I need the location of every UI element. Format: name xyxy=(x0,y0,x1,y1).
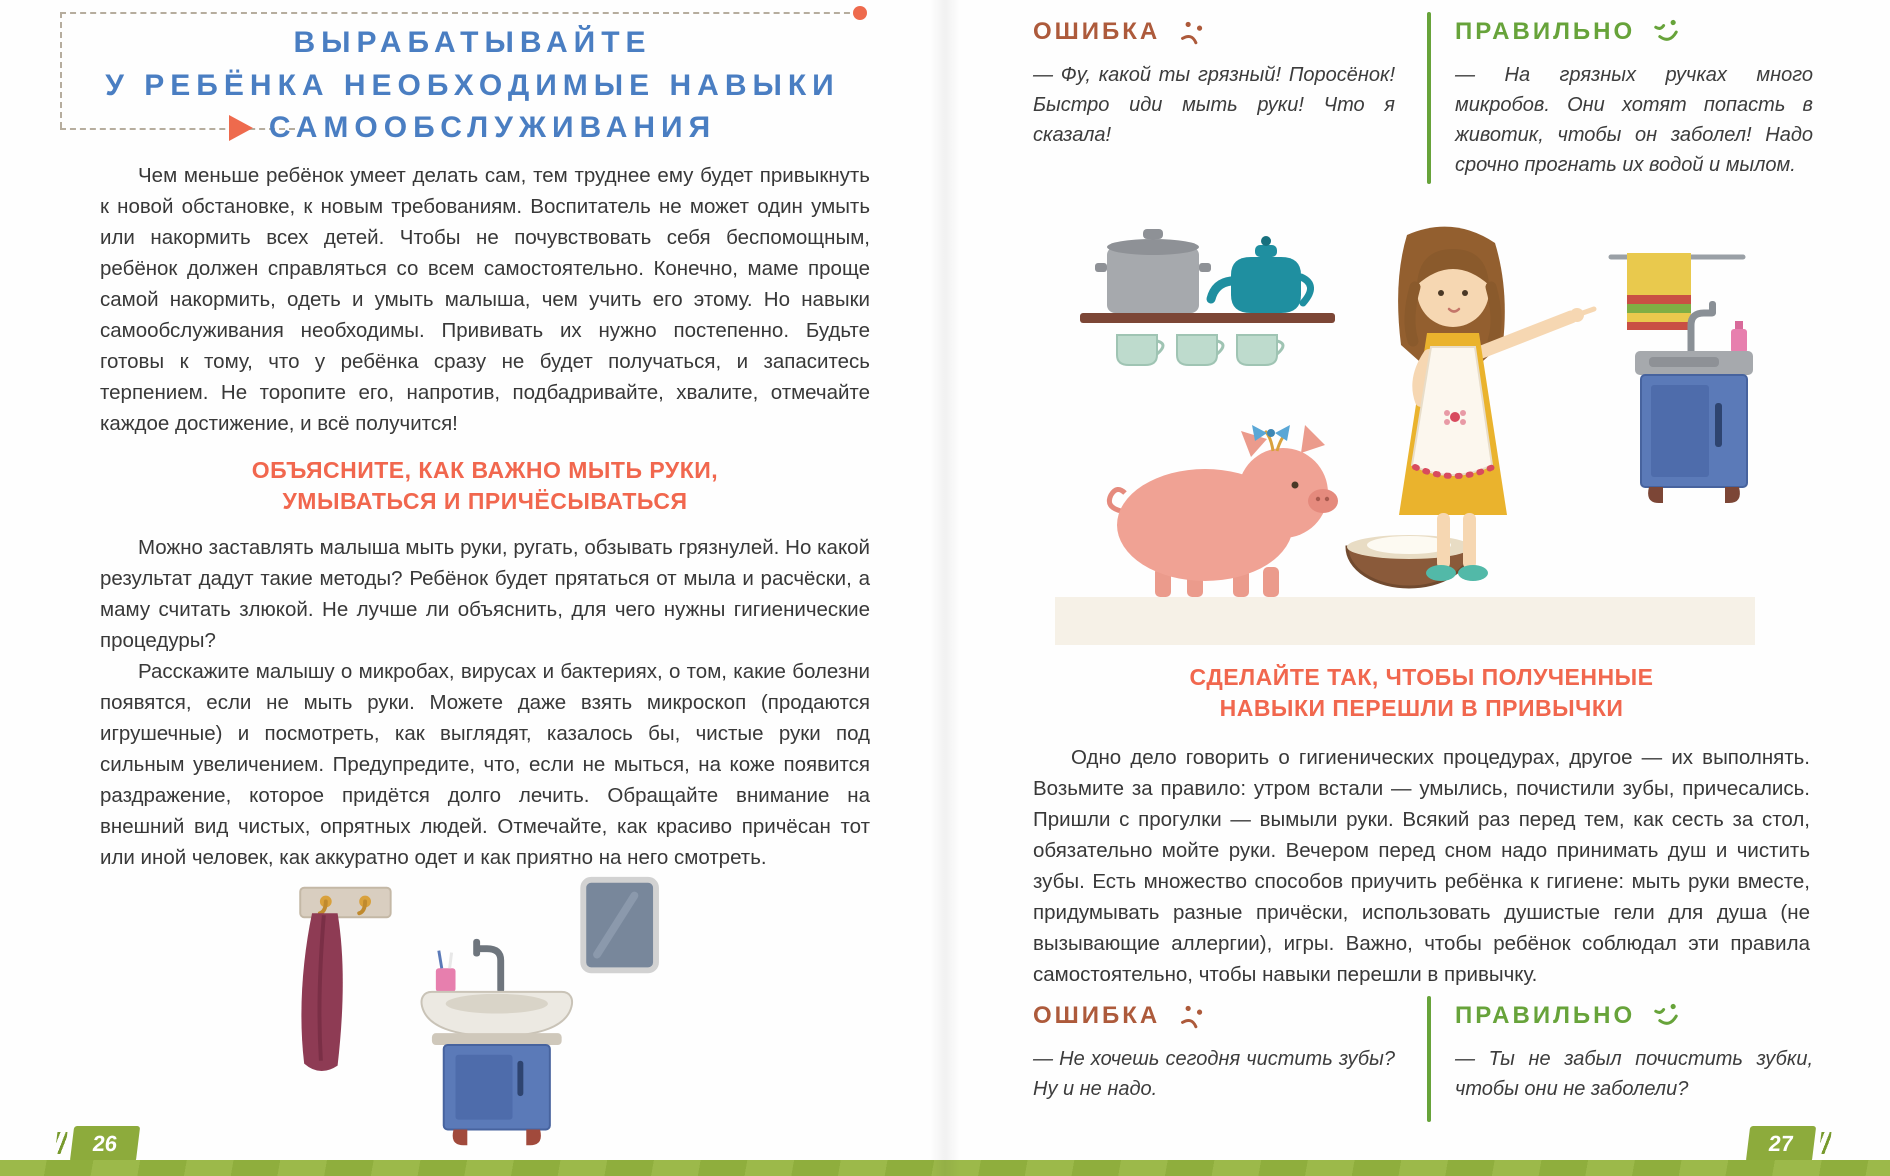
footer-green-strip xyxy=(0,1160,1890,1176)
pig xyxy=(1109,425,1338,597)
heading-line-2: НАВЫКИ ПЕРЕШЛИ В ПРИВЫЧКИ xyxy=(1219,695,1624,722)
page-right xyxy=(945,0,1890,1176)
title-line-2: У РЕБЁНКА НЕОБХОДИМЫЕ НАВЫКИ xyxy=(105,68,840,102)
correct-quote-2: — Ты не забыл почистить зубки, чтобы они не заболели? xyxy=(1455,1048,1813,1100)
intro-block xyxy=(100,160,870,439)
section-paragraph-2: Расскажите малышу о микробах, вирусах и бактериях, о том, какие болезни появятся, если не мыть руки. Можете даже взять микроскоп (продаются игрушечные) и посмотреть, как выглядят, казалось бы, чистые руки под сильным увеличением. Предупредите, что, если не мыться, на коже появится раздражение, которое придётся долго лечить. Обращайте внимание на внешний вид чистых, опрятных людей. Отмечайте, как красиво причёсан тот или иной человек, как аккуратно одет и как приятно на него смотреть. xyxy=(100,660,870,869)
washbasin-illustration xyxy=(285,872,685,1157)
page-number-right-value: 27 xyxy=(1767,1131,1795,1156)
mistake-quote-2: — Не хочешь сегодня чистить зубы? Ну и не надо. xyxy=(1033,1048,1395,1100)
arrow-right-icon xyxy=(229,115,253,141)
title-dot-icon xyxy=(853,6,867,20)
wall-shelf-with-dishes xyxy=(1080,229,1335,365)
correct-label-1 xyxy=(1455,14,1687,50)
trough xyxy=(1347,535,1471,587)
towel-maroon xyxy=(301,913,342,1071)
page-number-right xyxy=(1746,1126,1816,1162)
sad-face-icon xyxy=(1172,14,1212,50)
mistake-label-1-text: ОШИБКА xyxy=(1033,18,1161,45)
kitchen-scene-illustration xyxy=(1055,195,1755,645)
mirror xyxy=(583,880,656,970)
mistake-label-2-text: ОШИБКА xyxy=(1033,1002,1161,1029)
girl xyxy=(1398,227,1594,581)
mistake-quote-1: — Фу, какой ты грязный! Поросёнок! Быстро иди мыть руки! Что я сказала! xyxy=(1033,64,1395,146)
correct-label-2 xyxy=(1455,998,1687,1034)
kitchen-sink-unit xyxy=(1611,253,1753,503)
section-paragraph-1: Можно заставлять малыша мыть руки, ругать, обзывать грязнулей. Но какой результат дадут такие методы? Ребёнок будет прятаться от мыла и расчёски, а маму считать злюкой. Не лучше ли объяснить, для чего нужны гигиенические процедуры? xyxy=(100,536,870,652)
wink-smile-icon xyxy=(1647,998,1687,1034)
title-line-3 xyxy=(85,107,860,150)
correct-quote-1: — На грязных ручках много микробов. Они хотят попасть в животик, чтобы он заболел! Надо срочно прогнать их водой и мылом. xyxy=(1455,64,1813,176)
title-line-3-text: САМООБСЛУЖИВАНИЯ xyxy=(268,111,717,145)
section-heading-habits xyxy=(1033,662,1810,724)
wink-smile-icon xyxy=(1647,14,1687,50)
mistake-label-1 xyxy=(1033,14,1212,50)
column-divider-1 xyxy=(1427,12,1431,184)
title-line-1: ВЫРАБАТЫВАЙТЕ xyxy=(293,26,652,59)
sink-unit xyxy=(422,939,573,1145)
correct-label-1-text: ПРАВИЛЬНО xyxy=(1455,18,1636,45)
mistake-label-2 xyxy=(1033,998,1212,1034)
habits-body xyxy=(1033,742,1810,990)
page-number-left xyxy=(70,1126,140,1162)
heading-line-1: ОБЪЯСНИТЕ, КАК ВАЖНО МЫТЬ РУКИ, xyxy=(251,457,719,483)
section-body xyxy=(100,532,870,873)
heading-line-1: СДЕЛАЙТЕ ТАК, ЧТОБЫ ПОЛУЧЕННЫЕ xyxy=(1189,664,1654,690)
hook-board xyxy=(300,888,390,917)
correct-label-2-text: ПРАВИЛЬНО xyxy=(1455,1002,1636,1029)
heading-line-2: УМЫВАТЬСЯ И ПРИЧЁСЫВАТЬСЯ xyxy=(282,488,688,515)
sad-face-icon xyxy=(1172,998,1212,1034)
floor xyxy=(1055,597,1755,645)
habits-paragraph: Одно дело говорить о гигиенических процедурах, другое — их выполнять. Возьмите за правило: утром встали — умылись, почистили зубы, причесались. Пришли с прогулки — вымыли руки. Всякий раз перед тем, как сесть за стол, обязательно мойте руки. Вечером перед сном надо принимать душ и чистить зубы. Есть множество способов приучить ребёнка к гигиене: мыть руки вместе, придумывать разные причёски, использовать душистые гели для душа (не вызывающие аллергии), игры. Важно, чтобы ребёнок соблюдал эти правила самостоятельно, чтобы навыки перешли в привычку. xyxy=(1033,746,1810,986)
column-divider-2 xyxy=(1427,996,1431,1122)
page-title xyxy=(85,22,860,150)
section-heading-hygiene xyxy=(100,455,870,517)
page-number-left-value: 26 xyxy=(91,1131,119,1156)
intro-paragraph: Чем меньше ребёнок умеет делать сам, тем труднее ему будет привыкнуть к новой обстановке, к новым требованиям. Воспитатель не может один умыть или накормить всех детей. Чтобы не почувствовать себя беспомощным, ребёнок должен справляться со всем самостоятельно. Конечно, маме проще самой накормить, одеть и умыть малыша, чем учить его этому. Но навыки самообслуживания необходимы. Прививать их нужно постепенно. Будьте готовы к тому, что у ребёнка сразу не будет получаться, и запаситесь терпением. Не торопите его, напротив, подбадривайте, хвалите, отмечайте каждое достижение, и всё получится! xyxy=(100,164,870,435)
